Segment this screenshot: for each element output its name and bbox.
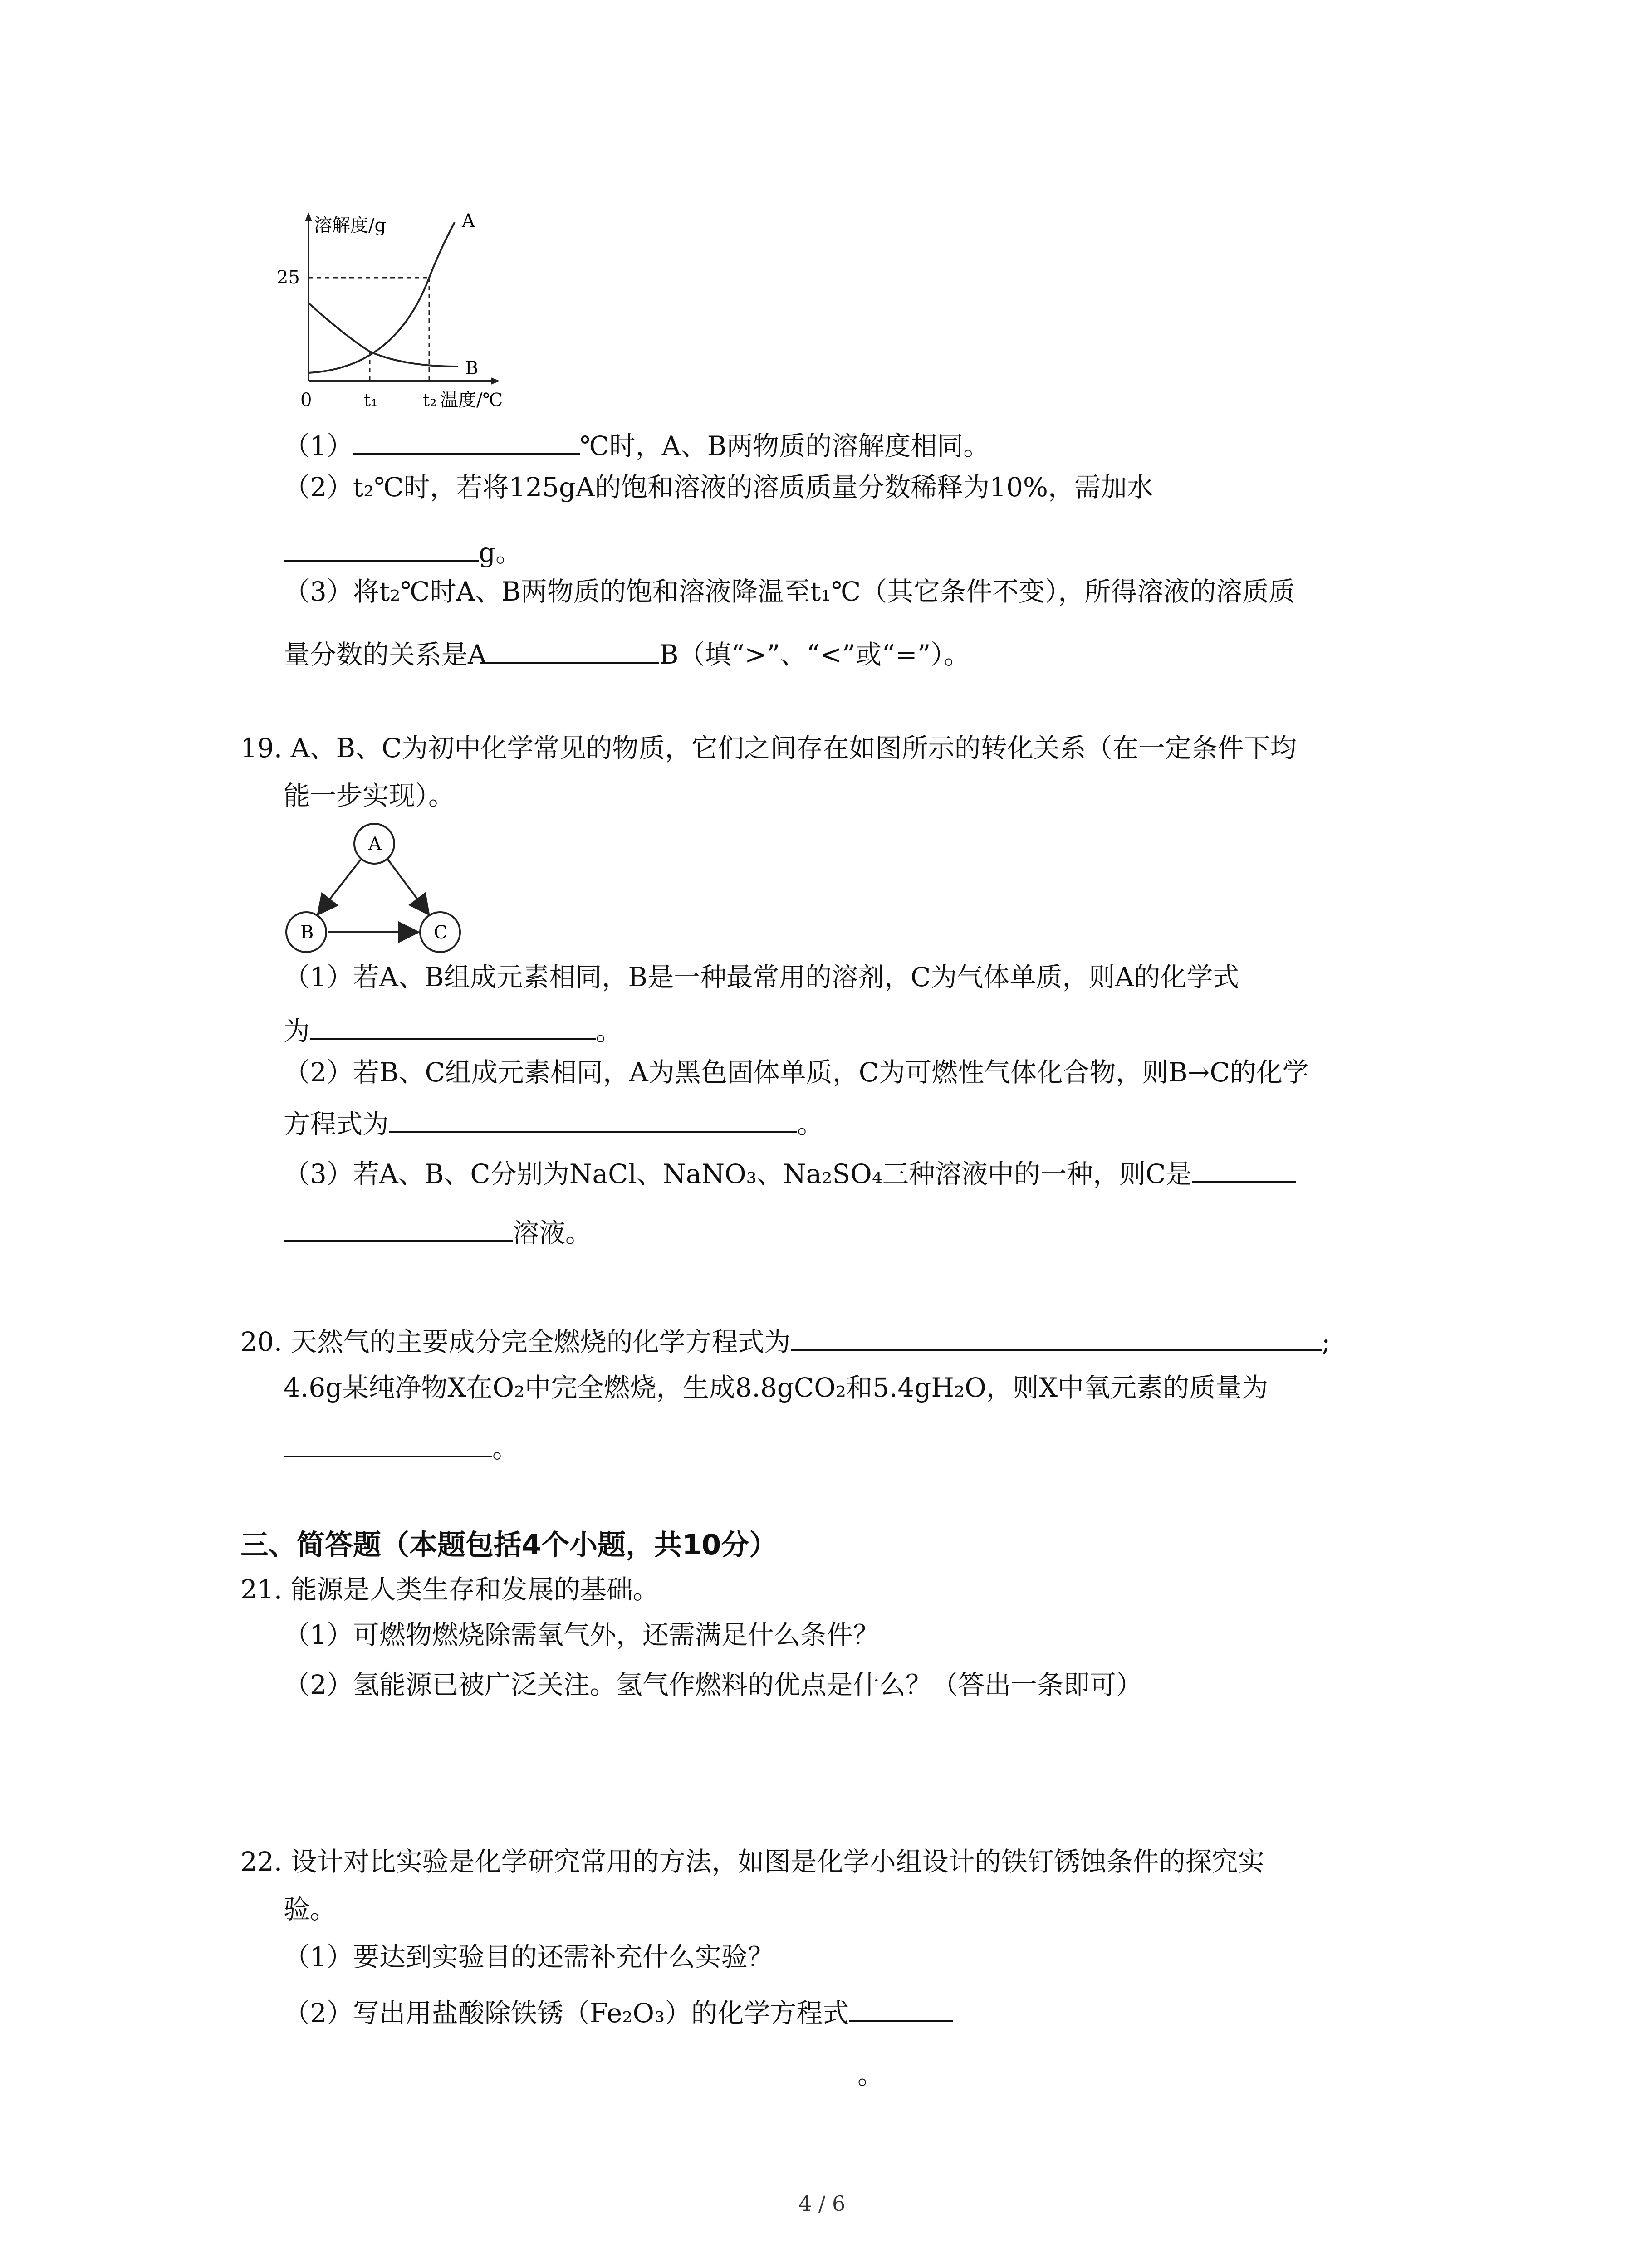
q18-part2: （2）t₂℃时，若将125gA的饱和溶液的溶质质量分数稀释为10%，需加水: [284, 472, 1153, 503]
q22-stem-line1: 22. 设计对比实验是化学研究常用的方法，如图是化学小组设计的铁钉锈蚀条件的探究实: [240, 1846, 1264, 1877]
q20-blank-1[interactable]: [791, 1325, 1322, 1351]
q19-part1-line2: [284, 1014, 622, 1044]
q18-part3-line2b: B（填“>”、“<”或“=”）。: [659, 639, 970, 670]
graph-tick-25: 25: [277, 267, 300, 288]
q19-part2-line1: （2）若B、C组成元素相同，A为黑色固体单质，C为可燃性气体化合物，则B→C的化学: [284, 1057, 1309, 1088]
page-number: 4 / 6: [798, 2191, 846, 2216]
q19-stem-line1: 19. A、B、C为初中化学常见的物质，它们之间存在如图所示的转化关系（在一定条件下均: [240, 733, 1297, 763]
q19-blank-1[interactable]: [310, 1014, 596, 1040]
q19-part3-line1: [284, 1157, 1296, 1187]
q20-blank-2[interactable]: [284, 1431, 492, 1457]
q18-part3-line2a: 量分数的关系是A: [284, 639, 487, 670]
q18-blank-2[interactable]: [284, 535, 479, 562]
q20-line3: [284, 1431, 519, 1464]
q20-line1-text: 20. 天然气的主要成分完全燃烧的化学方程式为: [240, 1326, 791, 1357]
q19-part2-line2: [284, 1107, 823, 1137]
q18-part3-line1: （3）将t₂℃时A、B两物质的饱和溶液降温至t₁℃（其它条件不变），所得溶液的溶质质: [284, 576, 1295, 607]
q22-tail: 。: [857, 2059, 884, 2090]
node-b: B: [300, 922, 314, 943]
q19-blank-3b[interactable]: [284, 1216, 513, 1242]
q19-part3-text: （3）若A、B、C分别为NaCl、NaNO₃、Na₂SO₄三种溶液中的一种，则C是: [284, 1158, 1192, 1189]
graph-xlabel: 温度/℃: [440, 390, 503, 411]
q19-part1-line1: （1）若A、B组成元素相同，B是一种最常用的溶剂，C为气体单质，则A的化学式: [284, 962, 1239, 992]
q21-part1: （1）可燃物燃烧除需氧气外，还需满足什么条件？: [284, 1619, 879, 1650]
curve-b-label: B: [465, 358, 479, 379]
q22-part2-text: （2）写出用盐酸除铁锈（Fe₂O₃）的化学方程式: [284, 1998, 849, 2028]
section3-title: 三、简答题（本题包括4个小题，共10分）: [240, 1528, 778, 1561]
q19-blank-2[interactable]: [389, 1107, 797, 1133]
q20-line3-tail: 。: [492, 1433, 519, 1464]
q19-part1-line2a: 为: [284, 1016, 310, 1046]
q18-part3-line2: [284, 637, 970, 668]
conversion-diagram: [272, 816, 481, 962]
q19-part3-line2: [284, 1216, 592, 1246]
q19-part2-line2b: 。: [797, 1109, 824, 1139]
q19-blank-3a[interactable]: [1192, 1157, 1296, 1183]
q19-part2-line2a: 方程式为: [284, 1109, 389, 1139]
q22-blank[interactable]: [849, 1996, 953, 2022]
q19-stem-line2: 能一步实现）。: [284, 780, 455, 811]
q20-line1-end: ;: [1321, 1326, 1331, 1357]
q22-part1: （1）要达到实验目的还需补充什么实验？: [284, 1941, 774, 1972]
q22-part2: [284, 1996, 953, 2026]
solubility-graph: [259, 200, 531, 417]
graph-tick-t2: t₂: [423, 390, 437, 410]
graph-tick-t1: t₁: [364, 390, 378, 410]
graph-ylabel: 溶解度/g: [314, 215, 387, 236]
curve-b: [309, 303, 458, 367]
q18-part1-text: ℃时，A、B两物质的溶解度相同。: [579, 430, 990, 461]
node-a: A: [368, 834, 382, 855]
q18-blank-1[interactable]: [353, 429, 580, 455]
node-c: C: [434, 922, 448, 943]
graph-origin: 0: [300, 390, 312, 411]
q22-stem-line2: 验。: [284, 1894, 337, 1925]
q18-part2-answer: [284, 535, 522, 566]
q19-part3-tail: 溶液。: [513, 1217, 592, 1248]
q19-part1-line2b: 。: [596, 1016, 622, 1046]
curve-a-label: A: [462, 210, 475, 231]
q20-line1: [240, 1325, 1330, 1355]
q18-part1: [284, 429, 989, 459]
q21-part2: （2）氢能源已被广泛关注。氢气作燃料的优点是什么？（答出一条即可）: [284, 1669, 1142, 1700]
q18-blank-3[interactable]: [487, 637, 659, 664]
q18-part2-tail: g。: [479, 537, 522, 568]
q21-stem: 21. 能源是人类生存和发展的基础。: [240, 1574, 659, 1605]
curve-a: [309, 222, 455, 373]
q20-line2: 4.6g某纯净物X在O₂中完全燃烧，生成8.8gCO₂和5.4gH₂O，则X中氧元素的质量为: [284, 1372, 1269, 1403]
q18-part1-num: （1）: [284, 430, 353, 461]
